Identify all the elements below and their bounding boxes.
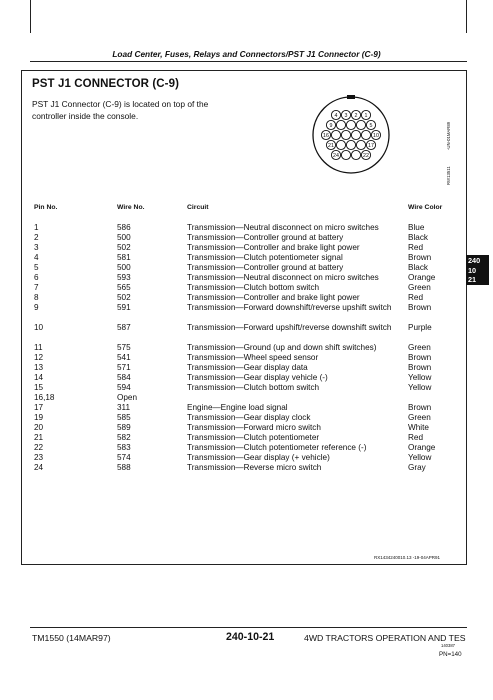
circuit-cell: Transmission—Controller and brake light power xyxy=(187,293,360,302)
connector-pin xyxy=(341,130,350,139)
pin-cell: 14 xyxy=(34,373,44,382)
color-cell: Red xyxy=(408,293,424,302)
pin-number-label: 22 xyxy=(363,153,369,159)
pin-cell: 24 xyxy=(34,463,44,472)
table-row xyxy=(0,293,470,303)
pin-cell: 7 xyxy=(34,283,39,292)
box-top xyxy=(21,70,467,71)
table-row xyxy=(0,233,470,243)
color-cell: Yellow xyxy=(408,373,432,382)
circuit-cell: Transmission—Ground (up and down shift switches) xyxy=(187,343,377,352)
pin-cell: 11 xyxy=(34,343,43,352)
wire-cell: 565 xyxy=(117,283,131,292)
table-row xyxy=(0,323,470,343)
pin-cell: 17 xyxy=(34,403,44,412)
table-row xyxy=(0,303,470,323)
color-cell: White xyxy=(408,423,429,432)
pin-cell: 19 xyxy=(34,413,44,422)
table-row xyxy=(0,373,470,383)
color-cell: Green xyxy=(408,283,431,292)
pin-cell: 20 xyxy=(34,423,44,432)
section-title: PST J1 CONNECTOR (C-9) xyxy=(32,78,180,90)
table-row xyxy=(0,393,470,403)
connector-pin xyxy=(356,140,365,149)
pin-cell: 10 xyxy=(34,323,44,332)
color-cell: Gray xyxy=(408,463,426,472)
color-cell: Brown xyxy=(408,303,432,312)
color-cell: Yellow xyxy=(408,383,432,392)
table-row xyxy=(0,263,470,273)
wire-cell: 585 xyxy=(117,413,131,422)
circuit-cell: Transmission—Clutch potentiometer xyxy=(187,433,320,442)
wire-cell: 584 xyxy=(117,373,131,382)
header-wire: Wire No. xyxy=(117,204,145,211)
wire-cell: Open xyxy=(117,393,138,402)
footer-manual-id: TM1550 (14MAR97) xyxy=(32,633,111,643)
footer-pn: PN=140 xyxy=(439,651,462,658)
color-cell: Brown xyxy=(408,403,432,412)
table-row xyxy=(0,273,470,283)
color-cell: Orange xyxy=(408,443,436,452)
pin-cell: 21 xyxy=(34,433,44,442)
pin-cell: 12 xyxy=(34,353,44,362)
circuit-cell: Transmission—Clutch potentiometer signal xyxy=(187,253,343,262)
circuit-cell: Transmission—Clutch bottom switch xyxy=(187,383,320,392)
color-cell: Orange xyxy=(408,273,436,282)
color-cell: Green xyxy=(408,343,431,352)
pin-cell: 15 xyxy=(34,383,44,392)
table-row xyxy=(0,403,470,413)
box-bottom xyxy=(21,564,467,565)
left-border xyxy=(30,0,31,33)
pin-number-label: 10 xyxy=(373,133,379,139)
circuit-cell: Transmission—Forward micro switch xyxy=(187,423,321,432)
pin-number-label: 2 xyxy=(354,113,358,119)
pin-number-label: 1 xyxy=(364,113,368,119)
figure-code-2: RW13511 xyxy=(446,166,451,185)
pin-cell: 3 xyxy=(34,243,39,252)
wire-cell: 583 xyxy=(117,443,131,452)
connector-pin xyxy=(331,130,340,139)
color-cell: Black xyxy=(408,233,429,242)
circuit-cell: Transmission—Gear display (+ vehicle) xyxy=(187,453,330,462)
wire-cell: 588 xyxy=(117,463,131,472)
connector-pin xyxy=(346,120,355,129)
circuit-cell: Transmission—Gear display vehicle (-) xyxy=(187,373,328,382)
connector-pin xyxy=(341,150,350,159)
tab-line-3: 21 xyxy=(468,275,477,284)
table-row xyxy=(0,363,470,373)
circuit-cell: Transmission—Neutral disconnect on micro switches xyxy=(187,223,379,232)
pin-number-label: 9 xyxy=(329,123,333,129)
table-row xyxy=(0,353,470,363)
connector-pin xyxy=(356,120,365,129)
table-row xyxy=(0,343,470,353)
wire-cell: 502 xyxy=(117,293,131,302)
wire-cell: 587 xyxy=(117,323,131,332)
wire-cell: 574 xyxy=(117,453,131,462)
reference-code: RX1434240010.13 -19-04APR91 xyxy=(374,555,441,560)
color-cell: Brown xyxy=(408,363,432,372)
wire-cell: 591 xyxy=(117,303,131,312)
circuit-cell: Transmission—Clutch potentiometer reference (-) xyxy=(187,443,367,452)
color-cell: Green xyxy=(408,413,431,422)
pin-table xyxy=(0,223,470,473)
table-row xyxy=(0,423,470,433)
color-cell: Red xyxy=(408,433,424,442)
pin-cell: 23 xyxy=(34,453,44,462)
wire-cell: 586 xyxy=(117,223,131,232)
section-tab xyxy=(466,255,489,285)
pin-cell: 4 xyxy=(34,253,39,262)
footer-manual-title: 4WD TRACTORS OPERATION AND TES xyxy=(304,633,466,643)
right-border xyxy=(466,0,467,33)
wire-cell: 541 xyxy=(117,353,131,362)
wire-cell: 311 xyxy=(117,403,131,412)
circuit-cell: Transmission—Controller ground at battery xyxy=(187,263,344,272)
connector-pin xyxy=(346,140,355,149)
pin-cell: 6 xyxy=(34,273,39,282)
wire-cell: 594 xyxy=(117,383,131,392)
color-cell: Purple xyxy=(408,323,432,332)
pin-number-label: 17 xyxy=(368,143,374,149)
intro-text: PST J1 Connector (C-9) is located on top of the controller inside the console. xyxy=(32,99,209,121)
color-cell: Black xyxy=(408,263,429,272)
table-row xyxy=(0,253,470,263)
tab-line-1: 240 xyxy=(468,256,481,265)
connector-pin xyxy=(336,120,345,129)
color-cell: Blue xyxy=(408,223,425,232)
header-color: Wire Color xyxy=(408,204,443,211)
pin-cell: 16,18 xyxy=(34,393,55,402)
circuit-cell: Transmission—Forward downshift/reverse upshift switch xyxy=(187,303,392,312)
wire-cell: 581 xyxy=(117,253,131,262)
pin-number-label: 5 xyxy=(369,123,373,129)
pin-cell: 22 xyxy=(34,443,44,452)
color-cell: Red xyxy=(408,243,424,252)
pin-cell: 2 xyxy=(34,233,39,242)
footer-page-number: 240-10-21 xyxy=(226,631,275,643)
circuit-cell: Transmission—Controller and brake light power xyxy=(187,243,360,252)
circuit-cell: Transmission—Wheel speed sensor xyxy=(187,353,319,362)
circuit-cell: Transmission—Controller ground at battery xyxy=(187,233,344,242)
connector-pin xyxy=(336,140,345,149)
circuit-cell: Transmission—Gear display data xyxy=(187,363,308,372)
table-row xyxy=(0,283,470,293)
pin-cell: 8 xyxy=(34,293,39,302)
wire-cell: 582 xyxy=(117,433,131,442)
header-pin: Pin No. xyxy=(34,204,58,211)
figure-code-1: -UN-01MAR89 xyxy=(446,121,451,150)
running-header: Load Center, Fuses, Relays and Connectors/PST J1 Connector (C-9) xyxy=(112,49,381,59)
connector-pin xyxy=(351,150,360,159)
pin-cell: 13 xyxy=(34,363,44,372)
circuit-cell: Engine—Engine load signal xyxy=(187,403,288,412)
circuit-cell: Transmission—Gear display clock xyxy=(187,413,311,422)
connector-diagram xyxy=(296,95,416,175)
connector-pin xyxy=(351,130,360,139)
circuit-cell: Transmission—Clutch bottom switch xyxy=(187,283,320,292)
connector-key xyxy=(347,95,355,99)
table-row xyxy=(0,453,470,463)
wire-cell: 589 xyxy=(117,423,131,432)
pin-number-label: 3 xyxy=(344,113,348,119)
wire-cell: 502 xyxy=(117,243,131,252)
circuit-cell: Transmission—Reverse micro switch xyxy=(187,463,322,472)
color-cell: Brown xyxy=(408,353,432,362)
pin-number-label: 21 xyxy=(328,143,334,149)
footer-rule xyxy=(30,627,467,628)
pin-number-label: 24 xyxy=(333,153,339,159)
pin-cell: 9 xyxy=(34,303,39,312)
wire-cell: 500 xyxy=(117,263,131,272)
header-circuit: Circuit xyxy=(187,204,209,211)
pin-cell: 5 xyxy=(34,263,39,272)
color-cell: Yellow xyxy=(408,453,432,462)
wire-cell: 593 xyxy=(117,273,131,282)
table-row xyxy=(0,463,470,473)
table-row xyxy=(0,433,470,443)
pin-number-label: 16 xyxy=(323,133,329,139)
pin-number-label: 4 xyxy=(334,113,338,119)
header-rule xyxy=(30,61,467,62)
pin-cell: 1 xyxy=(34,223,39,232)
footer-code: 140387 xyxy=(441,643,455,648)
wire-cell: 500 xyxy=(117,233,131,242)
table-row xyxy=(0,383,470,393)
wire-cell: 571 xyxy=(117,363,131,372)
color-cell: Brown xyxy=(408,253,432,262)
table-row xyxy=(0,243,470,253)
circuit-cell: Transmission—Neutral disconnect on micro switches xyxy=(187,273,379,282)
connector-pin xyxy=(361,130,370,139)
table-row xyxy=(0,223,470,233)
circuit-cell: Transmission—Forward upshift/reverse downshift switch xyxy=(187,323,392,332)
tab-line-2: 10 xyxy=(468,265,477,275)
table-row xyxy=(0,413,470,423)
wire-cell: 575 xyxy=(117,343,131,352)
table-row xyxy=(0,443,470,453)
